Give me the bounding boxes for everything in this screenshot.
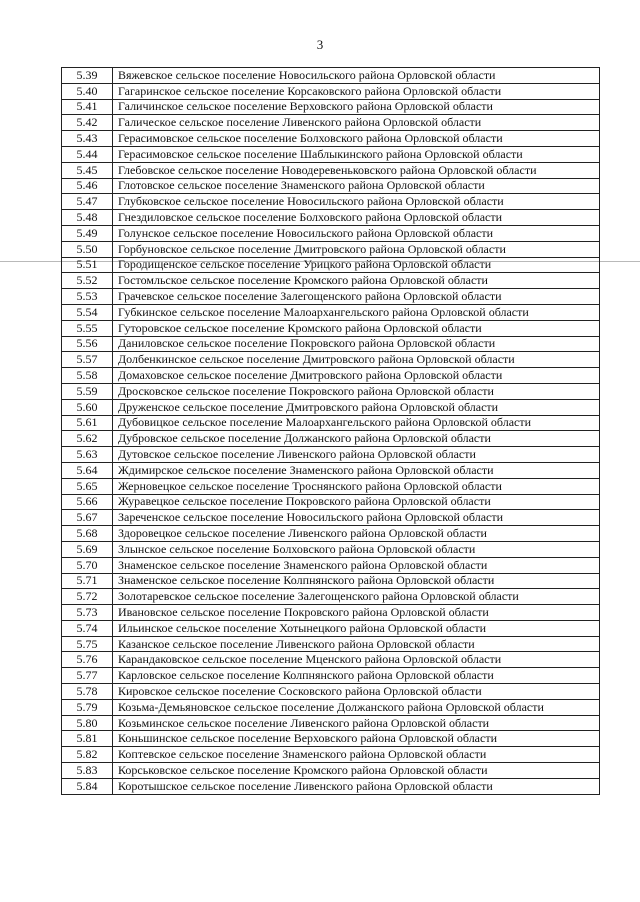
settlement-name: Галическое сельское поселение Ливенского района Орловской области <box>113 115 600 131</box>
settlement-name: Дубовицкое сельское поселение Малоархангельского района Орловской области <box>113 415 600 431</box>
settlement-name: Знаменское сельское поселение Колпнянского района Орловской области <box>113 573 600 589</box>
table-row <box>62 178 600 194</box>
settlement-name: Кировское сельское поселение Сосковского района Орловской области <box>113 684 600 700</box>
table-row <box>62 747 600 763</box>
table-row <box>62 146 600 162</box>
row-number: 5.45 <box>62 162 113 178</box>
table-row <box>62 194 600 210</box>
table-row <box>62 225 600 241</box>
row-number: 5.46 <box>62 178 113 194</box>
table-row <box>62 115 600 131</box>
table-row <box>62 589 600 605</box>
table-row <box>62 462 600 478</box>
table-row <box>62 620 600 636</box>
row-number: 5.74 <box>62 620 113 636</box>
table-row <box>62 478 600 494</box>
row-number: 5.77 <box>62 668 113 684</box>
settlement-name: Дутовское сельское поселение Ливенского района Орловской области <box>113 447 600 463</box>
row-number: 5.70 <box>62 557 113 573</box>
settlement-name: Карловское сельское поселение Колпнянского района Орловской области <box>113 668 600 684</box>
settlement-name: Глотовское сельское поселение Знаменского района Орловской области <box>113 178 600 194</box>
row-number: 5.39 <box>62 68 113 84</box>
settlement-name: Герасимовское сельское поселение Болховского района Орловской области <box>113 131 600 147</box>
settlement-name: Злынское сельское поселение Болховского района Орловской области <box>113 541 600 557</box>
settlement-name: Вяжевское сельское поселение Новосильского района Орловской области <box>113 68 600 84</box>
settlement-name: Корськовское сельское поселение Кромского района Орловской области <box>113 763 600 779</box>
row-number: 5.69 <box>62 541 113 557</box>
table-row <box>62 241 600 257</box>
row-number: 5.80 <box>62 715 113 731</box>
settlement-name: Друженское сельское поселение Дмитровского района Орловской области <box>113 399 600 415</box>
table-row <box>62 447 600 463</box>
settlement-name: Гостомльское сельское поселение Кромского района Орловской области <box>113 273 600 289</box>
row-number: 5.60 <box>62 399 113 415</box>
row-number: 5.71 <box>62 573 113 589</box>
row-number: 5.40 <box>62 83 113 99</box>
table-row <box>62 352 600 368</box>
table-row <box>62 684 600 700</box>
row-number: 5.57 <box>62 352 113 368</box>
settlement-name: Жерновецкое сельское поселение Троснянского района Орловской области <box>113 478 600 494</box>
row-number: 5.54 <box>62 304 113 320</box>
row-number: 5.47 <box>62 194 113 210</box>
row-number: 5.78 <box>62 684 113 700</box>
table-row <box>62 731 600 747</box>
row-number: 5.63 <box>62 447 113 463</box>
row-number: 5.61 <box>62 415 113 431</box>
row-number: 5.43 <box>62 131 113 147</box>
row-number: 5.55 <box>62 320 113 336</box>
table-row <box>62 383 600 399</box>
table-row <box>62 68 600 84</box>
row-number: 5.84 <box>62 778 113 794</box>
table-row <box>62 668 600 684</box>
settlement-name: Зареченское сельское поселение Новосильского района Орловской области <box>113 510 600 526</box>
row-number: 5.48 <box>62 210 113 226</box>
settlement-name: Губкинское сельское поселение Малоархангельского района Орловской области <box>113 304 600 320</box>
table-row <box>62 605 600 621</box>
settlement-name: Глубковское сельское поселение Новосильского района Орловской области <box>113 194 600 210</box>
settlement-name: Знаменское сельское поселение Знаменского района Орловской области <box>113 557 600 573</box>
row-number: 5.51 <box>62 257 113 273</box>
row-number: 5.56 <box>62 336 113 352</box>
table-row <box>62 699 600 715</box>
row-number: 5.41 <box>62 99 113 115</box>
row-number: 5.49 <box>62 225 113 241</box>
table-row <box>62 99 600 115</box>
row-number: 5.53 <box>62 289 113 305</box>
row-number: 5.42 <box>62 115 113 131</box>
settlement-name: Коптевское сельское поселение Знаменского района Орловской области <box>113 747 600 763</box>
row-number: 5.67 <box>62 510 113 526</box>
settlement-name: Козьминское сельское поселение Ливенского района Орловской области <box>113 715 600 731</box>
settlement-name: Карандаковское сельское поселение Мценского района Орловской области <box>113 652 600 668</box>
settlement-name: Горбуновское сельское поселение Дмитровского района Орловской области <box>113 241 600 257</box>
row-number: 5.44 <box>62 146 113 162</box>
settlement-name: Казанское сельское поселение Ливенского района Орловской области <box>113 636 600 652</box>
table-row <box>62 304 600 320</box>
table-row <box>62 715 600 731</box>
page-number: 3 <box>316 37 324 52</box>
table-row <box>62 510 600 526</box>
table-row <box>62 368 600 384</box>
settlement-name: Ивановское сельское поселение Покровского района Орловской области <box>113 605 600 621</box>
row-number: 5.73 <box>62 605 113 621</box>
settlement-name: Дросковское сельское поселение Покровского района Орловской области <box>113 383 600 399</box>
settlement-name: Гагаринское сельское поселение Корсаковского района Орловской области <box>113 83 600 99</box>
row-number: 5.76 <box>62 652 113 668</box>
row-number: 5.65 <box>62 478 113 494</box>
table-row <box>62 320 600 336</box>
settlement-name: Глебовское сельское поселение Новодеревеньковского района Орловской области <box>113 162 600 178</box>
settlement-name: Козьма-Демьяновское сельское поселение Должанского района Орловской области <box>113 699 600 715</box>
table-row <box>62 131 600 147</box>
row-number: 5.82 <box>62 747 113 763</box>
table-row <box>62 162 600 178</box>
table-row <box>62 415 600 431</box>
settlement-name: Дубровское сельское поселение Должанского района Орловской области <box>113 431 600 447</box>
table-row <box>62 289 600 305</box>
row-number: 5.79 <box>62 699 113 715</box>
settlement-name: Журавецкое сельское поселение Покровского района Орловской области <box>113 494 600 510</box>
settlement-name: Гнездиловское сельское поселение Болховского района Орловской области <box>113 210 600 226</box>
table-row <box>62 431 600 447</box>
row-number: 5.83 <box>62 763 113 779</box>
table-row <box>62 557 600 573</box>
settlement-name: Даниловское сельское поселение Покровского района Орловской области <box>113 336 600 352</box>
settlement-name: Коротышское сельское поселение Ливенского района Орловской области <box>113 778 600 794</box>
settlement-name: Золотаревское сельское поселение Залегощенского района Орловской области <box>113 589 600 605</box>
table-row <box>62 652 600 668</box>
table-row <box>62 399 600 415</box>
settlement-name: Домаховское сельское поселение Дмитровского района Орловской области <box>113 368 600 384</box>
settlement-name: Галичинское сельское поселение Верховского района Орловской области <box>113 99 600 115</box>
settlement-name: Герасимовское сельское поселение Шаблыкинского района Орловской области <box>113 146 600 162</box>
row-number: 5.66 <box>62 494 113 510</box>
settlements-table <box>61 67 600 795</box>
row-number: 5.75 <box>62 636 113 652</box>
table-row <box>62 636 600 652</box>
table-row <box>62 336 600 352</box>
row-number: 5.68 <box>62 526 113 542</box>
row-number: 5.62 <box>62 431 113 447</box>
table-row <box>62 83 600 99</box>
settlement-name: Городищенское сельское поселение Урицкого района Орловской области <box>113 257 600 273</box>
table-row <box>62 541 600 557</box>
table-row <box>62 763 600 779</box>
settlement-name: Голунское сельское поселение Новосильского района Орловской области <box>113 225 600 241</box>
table-row <box>62 210 600 226</box>
table-row <box>62 778 600 794</box>
table-row <box>62 494 600 510</box>
row-number: 5.81 <box>62 731 113 747</box>
row-number: 5.50 <box>62 241 113 257</box>
table-row <box>62 273 600 289</box>
row-number: 5.59 <box>62 383 113 399</box>
row-number: 5.52 <box>62 273 113 289</box>
settlement-name: Долбенкинское сельское поселение Дмитровского района Орловской области <box>113 352 600 368</box>
table-row <box>62 573 600 589</box>
settlement-name: Грачевское сельское поселение Залегощенского района Орловской области <box>113 289 600 305</box>
row-number: 5.64 <box>62 462 113 478</box>
settlement-name: Ждимирское сельское поселение Знаменского района Орловской области <box>113 462 600 478</box>
settlement-name: Здоровецкое сельское поселение Ливенского района Орловской области <box>113 526 600 542</box>
table-row <box>62 526 600 542</box>
table-row <box>62 257 600 273</box>
settlement-name: Коньшинское сельское поселение Верховского района Орловской области <box>113 731 600 747</box>
row-number: 5.72 <box>62 589 113 605</box>
settlement-name: Гуторовское сельское поселение Кромского района Орловской области <box>113 320 600 336</box>
settlements-table-body <box>62 68 600 795</box>
settlement-name: Ильинское сельское поселение Хотынецкого района Орловской области <box>113 620 600 636</box>
row-number: 5.58 <box>62 368 113 384</box>
